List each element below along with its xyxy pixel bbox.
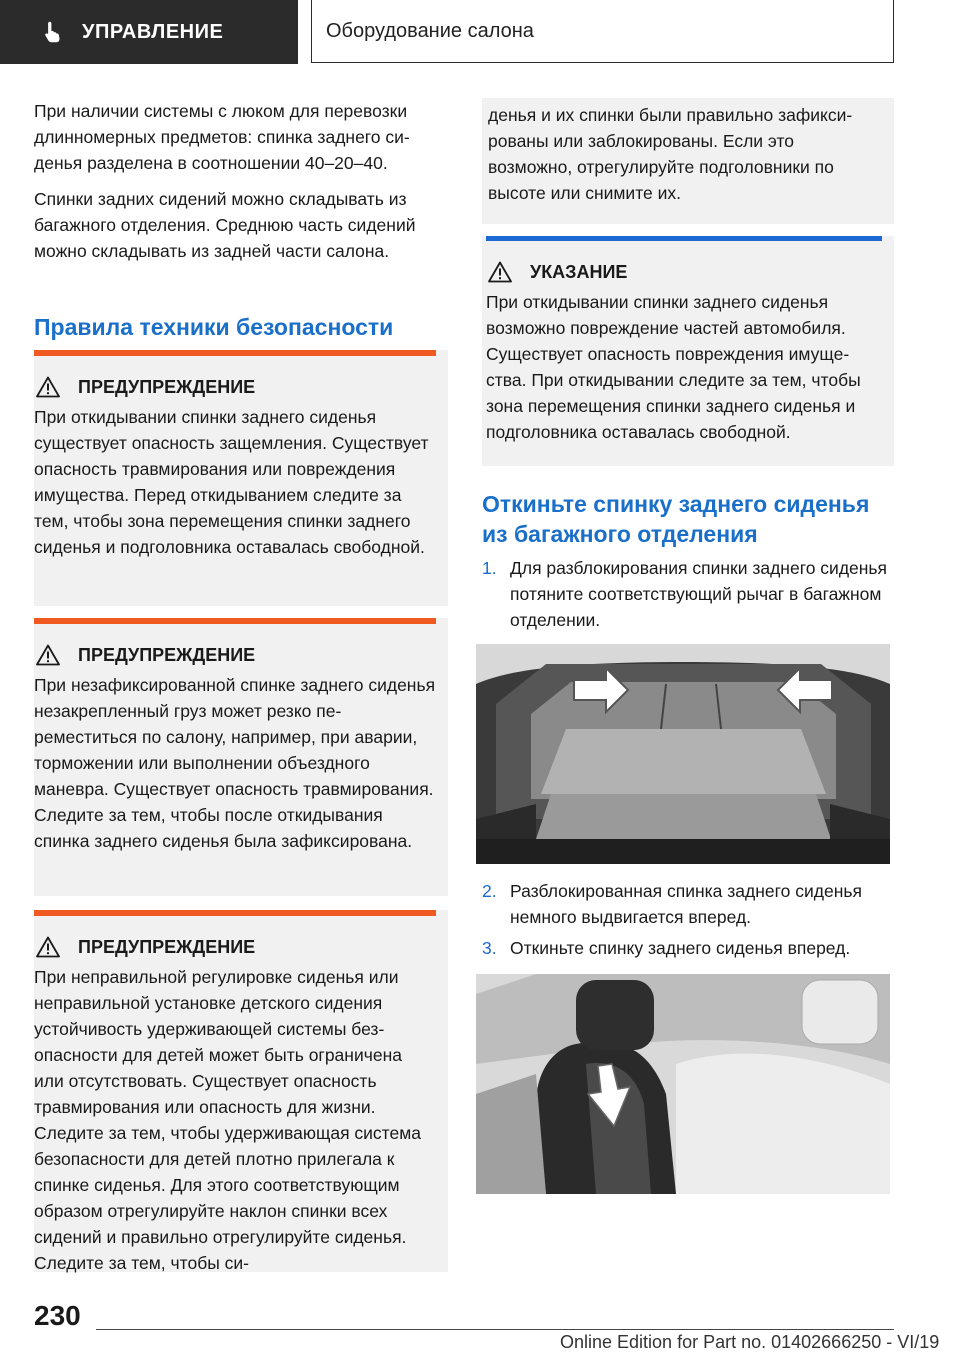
- warning-text: При неправильной регулировке сиденья или неправильной установке детского сидения устойчивость удерживающей системы безопасности для детей может быть ограничена или отсутствовать. Существует опасность травмирования или опасность для жизни. Следите за тем, чтобы удерживающая система безопасности для детей плотно прилегала к спинке сиденья. Для этого соответствующим образом отрегулируйте наклон спинки всех сидений и правильно отрегулируйте сиденья. Следите за тем, чтобы си-: [34, 967, 421, 1273]
- note-box: [482, 236, 894, 466]
- warning-text: При незафиксированной спинке заднего сиденья незакрепленный груз может резко переместиться по салону, например, при аварии, торможении или выполнении объездного маневра. Существует опасность травмирования. Следите за тем, чтобы после откидывания спинка заднего сиденья была зафиксирована.: [34, 675, 436, 851]
- section-label: УПРАВЛЕНИЕ: [82, 20, 224, 43]
- section-tab[interactable]: [0, 0, 298, 64]
- chapter-title: Оборудование салона: [326, 19, 534, 42]
- intro-paragraph-1: При наличии системы с люком для перевозки длинномерных предметов: спинка заднего сиденья разделена в соотношении 40–20–40.: [34, 101, 410, 173]
- note-text: При откидывании спинки заднего сиденья возможно повреждение частей автомобиля. Существует опасность повреждения имущества. При откидывании следите за тем, чтобы зона перемещения спинки заднего сиденья и подголовника оставалась свободной.: [486, 292, 861, 442]
- warning-box-2: [34, 618, 448, 896]
- footer-divider: [96, 1329, 894, 1330]
- warning-text: При откидывании спинки заднего сиденья существует опасность защемления. Существует опасность травмирования или повреждения имущества. Перед откидыванием следите за тем, чтобы зона перемещения спинки заднего сиденья и подголовника оставалась свободной.: [34, 407, 429, 557]
- step-2: [482, 878, 894, 930]
- warning-triangle-icon: [36, 936, 60, 958]
- warning-heading: [34, 376, 436, 398]
- step-text: Разблокированная спинка заднего сиденья немного выдвигается вперед.: [510, 881, 862, 927]
- continued-warning-text: денья и их спинки были правильно зафиксированы или заблокированы. Если это возможно, отрегулируйте подголовники по высоте или снимите их.: [488, 105, 853, 203]
- warning-heading: [34, 936, 436, 958]
- note-heading: [486, 261, 882, 283]
- continued-warning-box: [482, 98, 894, 224]
- warning-box-3: [34, 910, 448, 1272]
- warning-triangle-icon: [36, 644, 60, 666]
- note-heading-text: УКАЗАНИЕ: [530, 261, 628, 282]
- step-number: 1.: [482, 558, 497, 578]
- hand-pointer-icon: [40, 19, 66, 45]
- warning-bar: [34, 618, 436, 624]
- step-number: 2.: [482, 881, 497, 901]
- warning-heading-text: ПРЕДУПРЕЖДЕНИЕ: [78, 644, 256, 665]
- warning-bar: [34, 910, 436, 916]
- warning-heading-text: ПРЕДУПРЕЖДЕНИЕ: [78, 376, 256, 397]
- warning-bar: [34, 350, 436, 356]
- page-number: 230: [34, 1300, 81, 1331]
- warning-heading: [34, 644, 436, 666]
- warning-triangle-icon: [36, 376, 60, 398]
- warning-box-1: [34, 350, 448, 606]
- seat-photo: [476, 974, 890, 1194]
- edition-info: Online Edition for Part no. 01402666250 - VI/19: [560, 1332, 940, 1352]
- fold-section-title: Откиньте спинку заднего сиденья из багажного отделения: [482, 491, 870, 547]
- warning-heading-text: ПРЕДУПРЕЖДЕНИЕ: [78, 936, 256, 957]
- note-bar: [486, 236, 882, 241]
- intro-paragraph-2: Спинки задних сидений можно складывать из багажного отделения. Среднюю часть сидений можно складывать из задней части салона.: [34, 189, 416, 261]
- chapter-title-box: [311, 0, 894, 63]
- trunk-photo: [476, 644, 890, 864]
- step-text: Откиньте спинку заднего сиденья вперед.: [510, 938, 851, 958]
- step-number: 3.: [482, 938, 497, 958]
- warning-triangle-icon: [488, 261, 512, 283]
- step-3: [482, 935, 894, 961]
- step-text: Для разблокирования спинки заднего сиденья потяните соответствующий рычаг в багажном отделении.: [510, 558, 888, 630]
- step-1: [482, 555, 894, 633]
- safety-section-title: Правила техники безопасности: [34, 314, 394, 340]
